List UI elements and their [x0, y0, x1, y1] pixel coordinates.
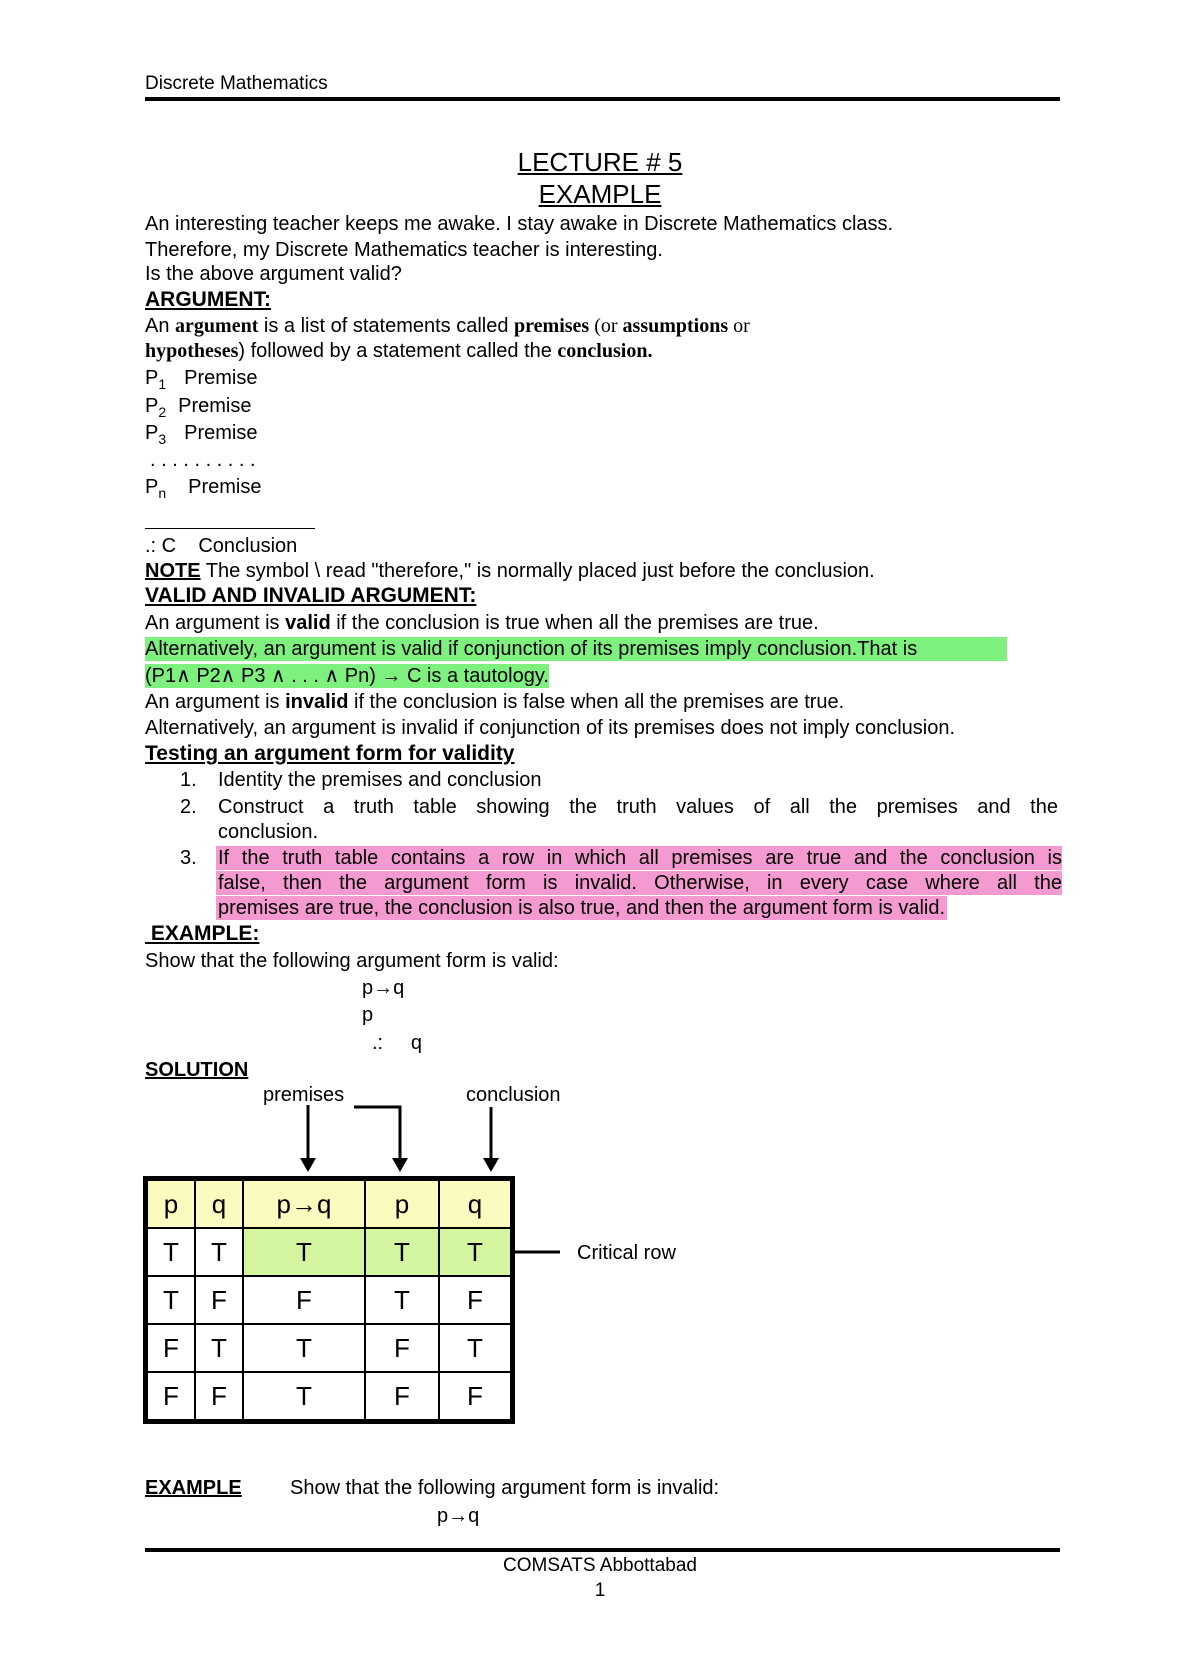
- def-text: or: [728, 315, 750, 337]
- table-cell: T: [365, 1228, 439, 1276]
- intro-line-1: An interesting teacher keeps me awake. I stay awake in Discrete Mathematics class.: [145, 213, 894, 235]
- step-1-number: 1.: [180, 769, 197, 791]
- table-cell: T: [195, 1228, 243, 1276]
- def-text: is a list of statements called: [258, 315, 515, 337]
- premise-subscript: 1: [158, 376, 167, 392]
- table-cell: T: [439, 1324, 513, 1372]
- lecture-subtitle: EXAMPLE: [538, 179, 662, 209]
- example-2-form: p→q: [437, 1505, 480, 1527]
- premise-symbol: P: [145, 422, 159, 444]
- valid-alternative-line: Alternatively, an argument is valid if conjunction of its premises imply conclusion.That is: [145, 637, 1007, 661]
- table-cell: F: [243, 1276, 365, 1324]
- def-text: ) followed by a statement called the: [238, 340, 558, 362]
- table-cell: T: [146, 1228, 196, 1276]
- premise-symbol: P: [145, 367, 159, 389]
- form-line-3: .: q: [372, 1032, 423, 1054]
- premise-symbol: P: [145, 395, 159, 417]
- note-text: The symbol \ read "therefore," is normally placed just before the conclusion.: [200, 560, 875, 582]
- table-row: [146, 1276, 513, 1324]
- tautology-line: (P1∧ P2∧ P3 ∧ . . . ∧ Pn) → C is a tautology.: [145, 665, 549, 687]
- arrow-down-icon: [300, 1158, 316, 1172]
- step-3-text: If the truth table contains a row in which all premises are true and the conclusion is: [218, 847, 1062, 869]
- step-3-number: 3.: [180, 847, 197, 869]
- term-hypotheses: hypotheses: [145, 340, 239, 362]
- def-text: if the conclusion is true when all the premises are true.: [330, 612, 819, 634]
- term-assumptions: assumptions: [622, 315, 729, 337]
- note-label: NOTE: [145, 560, 201, 582]
- term-valid: valid: [285, 612, 331, 634]
- page-number: 1: [594, 1580, 606, 1601]
- table-cell: F: [195, 1372, 243, 1422]
- table-header-row: [146, 1179, 513, 1229]
- example-heading: EXAMPLE:: [145, 922, 260, 945]
- step-1-text: Identity the premises and conclusion: [218, 769, 542, 791]
- table-cell: F: [439, 1372, 513, 1422]
- table-cell: F: [195, 1276, 243, 1324]
- header-cell: q: [439, 1179, 513, 1229]
- step-2-continued: conclusion.: [218, 821, 319, 843]
- table-cell: T: [146, 1276, 196, 1324]
- table-row: [146, 1324, 513, 1372]
- table-cell: T: [195, 1324, 243, 1372]
- header-cell: p: [365, 1179, 439, 1229]
- premise-symbol: P: [145, 476, 159, 498]
- step-3-continued-1: false, then the argument form is invalid. Otherwise, in every case where all the: [218, 872, 1062, 894]
- arrow-down-icon: [483, 1158, 499, 1172]
- solution-heading: SOLUTION: [145, 1059, 249, 1081]
- testing-heading: Testing an argument form for validity: [145, 742, 515, 765]
- lecture-title: LECTURE # 5: [517, 147, 683, 177]
- valid-invalid-heading: VALID AND INVALID ARGUMENT:: [145, 584, 477, 607]
- invalid-alternative-line: Alternatively, an argument is invalid if conjunction of its premises does not imply conclusion.: [145, 717, 956, 739]
- term-invalid: invalid: [285, 691, 349, 713]
- form-line-1: p→q: [362, 977, 405, 999]
- header-cell: q: [195, 1179, 243, 1229]
- premises-label: premises: [263, 1084, 345, 1106]
- term-argument: argument: [175, 315, 259, 337]
- example-prompt: Show that the following argument form is valid:: [145, 950, 559, 972]
- premise-label: Premise: [188, 476, 262, 498]
- table-cell: F: [146, 1324, 196, 1372]
- premise-label: Premise: [178, 395, 252, 417]
- def-text: An: [145, 315, 176, 337]
- premise-label: Premise: [184, 367, 258, 389]
- intro-line-2: Therefore, my Discrete Mathematics teacher is interesting.: [145, 239, 663, 261]
- premise-subscript: 2: [158, 404, 167, 420]
- def-text: An argument is: [145, 691, 286, 713]
- table-cell: T: [243, 1228, 365, 1276]
- example-2-prompt: Show that the following argument form is invalid:: [290, 1477, 720, 1499]
- table-cell: T: [243, 1324, 365, 1372]
- step-2-text: Construct a truth table showing the truth values of all the premises and the: [218, 796, 1058, 818]
- table-cell: T: [243, 1372, 365, 1422]
- term-premises: premises: [514, 315, 590, 337]
- intro-line-3: Is the above argument valid?: [145, 263, 402, 285]
- footer-org: COMSATS Abbottabad: [503, 1555, 697, 1576]
- table-cell: T: [365, 1276, 439, 1324]
- arrow-down-icon: [392, 1158, 408, 1172]
- table-cell: F: [439, 1276, 513, 1324]
- conclusion-line: .: C Conclusion: [145, 535, 298, 557]
- table-row-critical: [146, 1228, 513, 1276]
- premise-subscript: 3: [158, 431, 167, 447]
- header-cell: p: [146, 1179, 196, 1229]
- table-cell: F: [365, 1372, 439, 1422]
- def-text: An argument is: [145, 612, 286, 634]
- step-2-number: 2.: [180, 796, 197, 818]
- argument-heading: ARGUMENT:: [145, 288, 271, 311]
- def-text: if the conclusion is false when all the premises are true.: [348, 691, 845, 713]
- def-text: (or: [589, 315, 623, 337]
- term-conclusion: conclusion.: [557, 340, 653, 362]
- form-line-2: p: [362, 1004, 374, 1026]
- truth-table: [143, 1176, 515, 1424]
- example-2-label: EXAMPLE: [145, 1477, 242, 1499]
- step-3-continued-2: premises are true, the conclusion is also true, and then the argument form is valid.: [218, 897, 946, 919]
- premise-ellipsis: . . . . . . . . . .: [150, 449, 256, 471]
- header-cell: p→q: [243, 1179, 365, 1229]
- premise-subscript: n: [158, 485, 167, 501]
- premise-label: Premise: [184, 422, 258, 444]
- table-cell: T: [439, 1228, 513, 1276]
- conclusion-label: conclusion: [466, 1084, 561, 1106]
- running-header: Discrete Mathematics: [145, 73, 328, 94]
- footer-rule: [145, 1548, 1060, 1552]
- table-cell: F: [365, 1324, 439, 1372]
- table-cell: F: [146, 1372, 196, 1422]
- critical-row-label: Critical row: [577, 1242, 676, 1264]
- table-row: [146, 1372, 513, 1422]
